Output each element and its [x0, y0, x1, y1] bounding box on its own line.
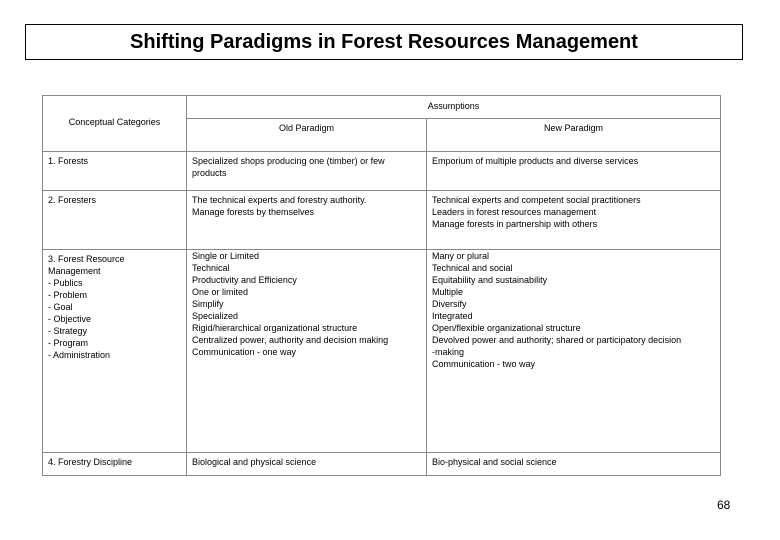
old-paradigm-cell: Single or Limited Technical Productivity and Efficiency One or limited Simplify Specialized Rigid/hierarchical organizational structure Centralized power, authority and decision making Communication - one way — [187, 250, 427, 453]
old-paradigm-cell: The technical experts and forestry authority. Manage forests by themselves — [187, 191, 427, 250]
new-paradigm-cell: Emporium of multiple products and diverse services — [427, 152, 721, 191]
category-cell: 4. Forestry Discipline — [43, 453, 187, 476]
table-row — [43, 191, 721, 250]
new-paradigm-cell: Many or plural Technical and social Equitability and sustainability Multiple Diversify Integrated Open/flexible organizational structure Devolved power and authority; shared or participatory decision -making Communication - two way — [427, 250, 721, 453]
paradigm-table — [42, 95, 721, 476]
table-header-row — [43, 96, 721, 119]
category-cell: 1. Forests — [43, 152, 187, 191]
old-paradigm-header: Old Paradigm — [187, 119, 427, 152]
category-cell: 2. Foresters — [43, 191, 187, 250]
category-cell: 3. Forest Resource Management - Publics - Problem - Goal - Objective - Strategy - Program - Administration — [43, 250, 187, 453]
slide-title — [25, 24, 743, 60]
old-paradigm-cell: Biological and physical science — [187, 453, 427, 476]
slide-title-text: Shifting Paradigms in Forest Resources Management — [130, 30, 638, 53]
assumptions-header: Assumptions — [187, 96, 721, 119]
table-row — [43, 152, 721, 191]
new-paradigm-cell: Technical experts and competent social practitioners Leaders in forest resources management Manage forests in partnership with others — [427, 191, 721, 250]
table-row — [43, 250, 721, 453]
conceptual-categories-header: Conceptual Categories — [43, 96, 187, 152]
new-paradigm-cell: Bio-physical and social science — [427, 453, 721, 476]
table-row — [43, 453, 721, 476]
old-paradigm-cell: Specialized shops producing one (timber) or few products — [187, 152, 427, 191]
page-number: 68 — [717, 498, 731, 512]
new-paradigm-header: New Paradigm — [427, 119, 721, 152]
